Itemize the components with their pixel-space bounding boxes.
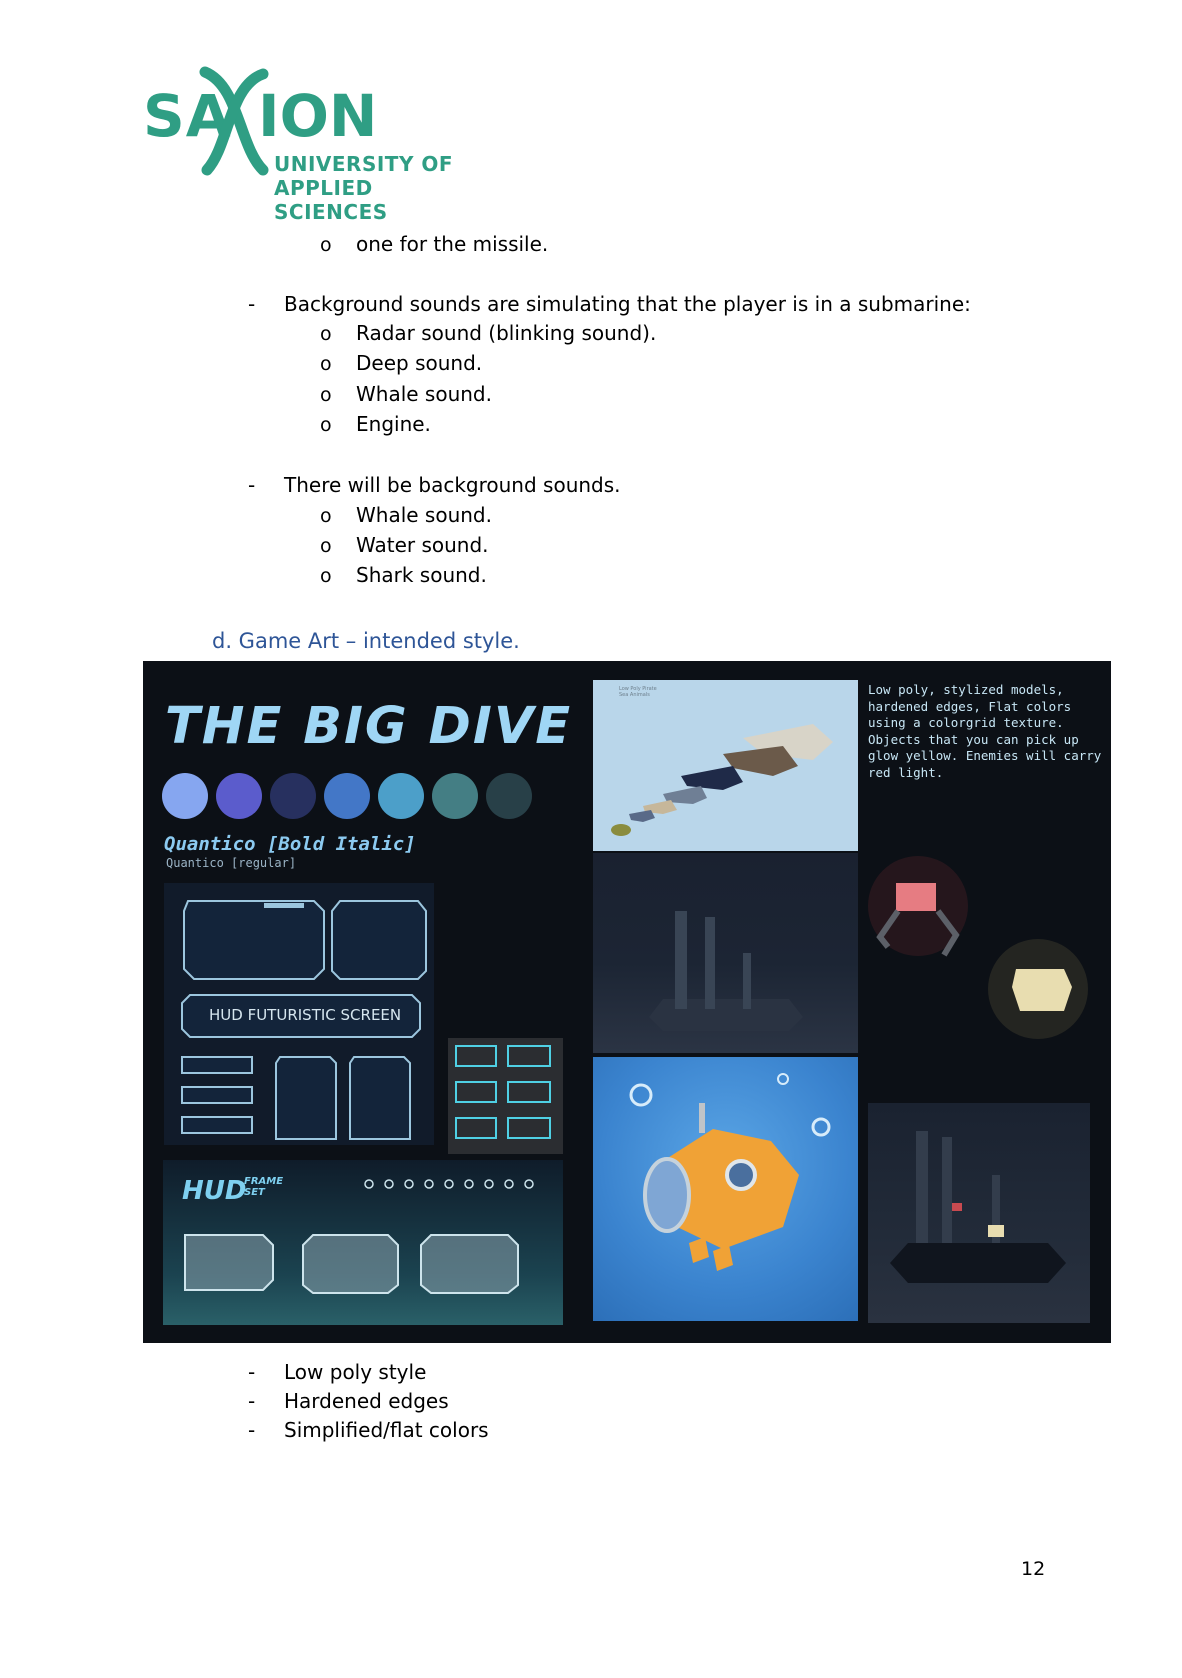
palette-swatch xyxy=(162,773,208,819)
bullet-dash: - xyxy=(248,1360,256,1384)
hud-frame-label: HUD xyxy=(182,1176,247,1206)
palette-swatch xyxy=(486,773,532,819)
palette-swatch xyxy=(378,773,424,819)
palette-swatch xyxy=(432,773,478,819)
pillar-scene-graphic xyxy=(593,853,858,1053)
bullet-dash: - xyxy=(248,473,256,497)
hud-frame-sub-1: FRAME xyxy=(244,1176,284,1187)
moodboard-title: THE BIG DIVE xyxy=(165,697,573,756)
palette-swatch xyxy=(216,773,262,819)
bullet-circle: o xyxy=(320,234,332,256)
style-point: Hardened edges xyxy=(284,1389,449,1413)
style-point: Simplified/flat colors xyxy=(284,1418,489,1442)
hud-frame-sub-2: SET xyxy=(244,1187,265,1198)
bullet-circle: o xyxy=(320,323,332,345)
pillar-scene-props-graphic xyxy=(868,1103,1090,1323)
logo-wordmark-right: ION xyxy=(258,82,378,150)
missile-item: one for the missile. xyxy=(356,232,549,256)
bullet-circle: o xyxy=(320,535,332,557)
bullet-circle: o xyxy=(320,565,332,587)
enemy-and-chest-image xyxy=(868,851,1103,1086)
submarine-graphic xyxy=(593,1057,858,1321)
font-sample-title: Quantico [Bold Italic] xyxy=(164,833,416,855)
hud-frame-sublabel xyxy=(244,1176,283,1198)
list-item: Engine. xyxy=(356,412,431,436)
list-item: Shark sound. xyxy=(356,563,487,587)
enemy-and-chest-graphic xyxy=(868,851,1103,1086)
bullet-circle: o xyxy=(320,384,332,406)
bullet-dash: - xyxy=(248,292,256,316)
logo-line-1: UNIVERSITY OF xyxy=(274,152,454,176)
submarine-image xyxy=(593,1057,858,1321)
bullet-circle: o xyxy=(320,505,332,527)
logo-wordmark-left: SA xyxy=(143,82,232,150)
hud-screen-samples xyxy=(164,883,434,1145)
section-heading: d. Game Art – intended style. xyxy=(212,629,520,653)
page-number: 12 xyxy=(1021,1558,1046,1580)
style-description: Low poly, stylized models, hardened edges, Flat colors using a colorgrid texture. Objects that you can pick up glow yellow. Enemies will carry red light. xyxy=(868,682,1102,780)
saxion-logo xyxy=(143,62,483,224)
bullet-circle: o xyxy=(320,353,332,375)
sea-animals-caption: Low Poly Pirate Sea Animals xyxy=(619,686,657,698)
font-sample-sub: Quantico [regular] xyxy=(166,856,297,870)
palette-swatch xyxy=(270,773,316,819)
list-item: Whale sound. xyxy=(356,503,492,527)
sea-animals-graphic xyxy=(593,680,858,851)
sea-animals-image xyxy=(593,680,858,851)
style-point: Low poly style xyxy=(284,1360,427,1384)
moodboard-image xyxy=(143,661,1111,1343)
bullet-circle: o xyxy=(320,414,332,436)
pillar-scene-with-props-image xyxy=(868,1103,1090,1323)
list-item: Water sound. xyxy=(356,533,489,557)
logo-line-2: APPLIED SCIENCES xyxy=(274,176,388,224)
list-item: Deep sound. xyxy=(356,351,483,375)
pillar-scene-image xyxy=(593,853,858,1053)
bullet-dash: - xyxy=(248,1418,256,1442)
bullet-dash: - xyxy=(248,1389,256,1413)
submarine-heading: Background sounds are simulating that the player is in a submarine: xyxy=(284,292,971,316)
hud-small-frames-graphic xyxy=(448,1038,563,1154)
background-heading: There will be background sounds. xyxy=(284,473,621,497)
palette-swatch xyxy=(324,773,370,819)
hud-screen-label: HUD FUTURISTIC SCREEN xyxy=(209,1006,402,1024)
hud-frame-set xyxy=(163,1160,563,1325)
list-item: Radar sound (blinking sound). xyxy=(356,321,657,345)
hud-small-frames xyxy=(448,1038,563,1154)
list-item: Whale sound. xyxy=(356,382,492,406)
